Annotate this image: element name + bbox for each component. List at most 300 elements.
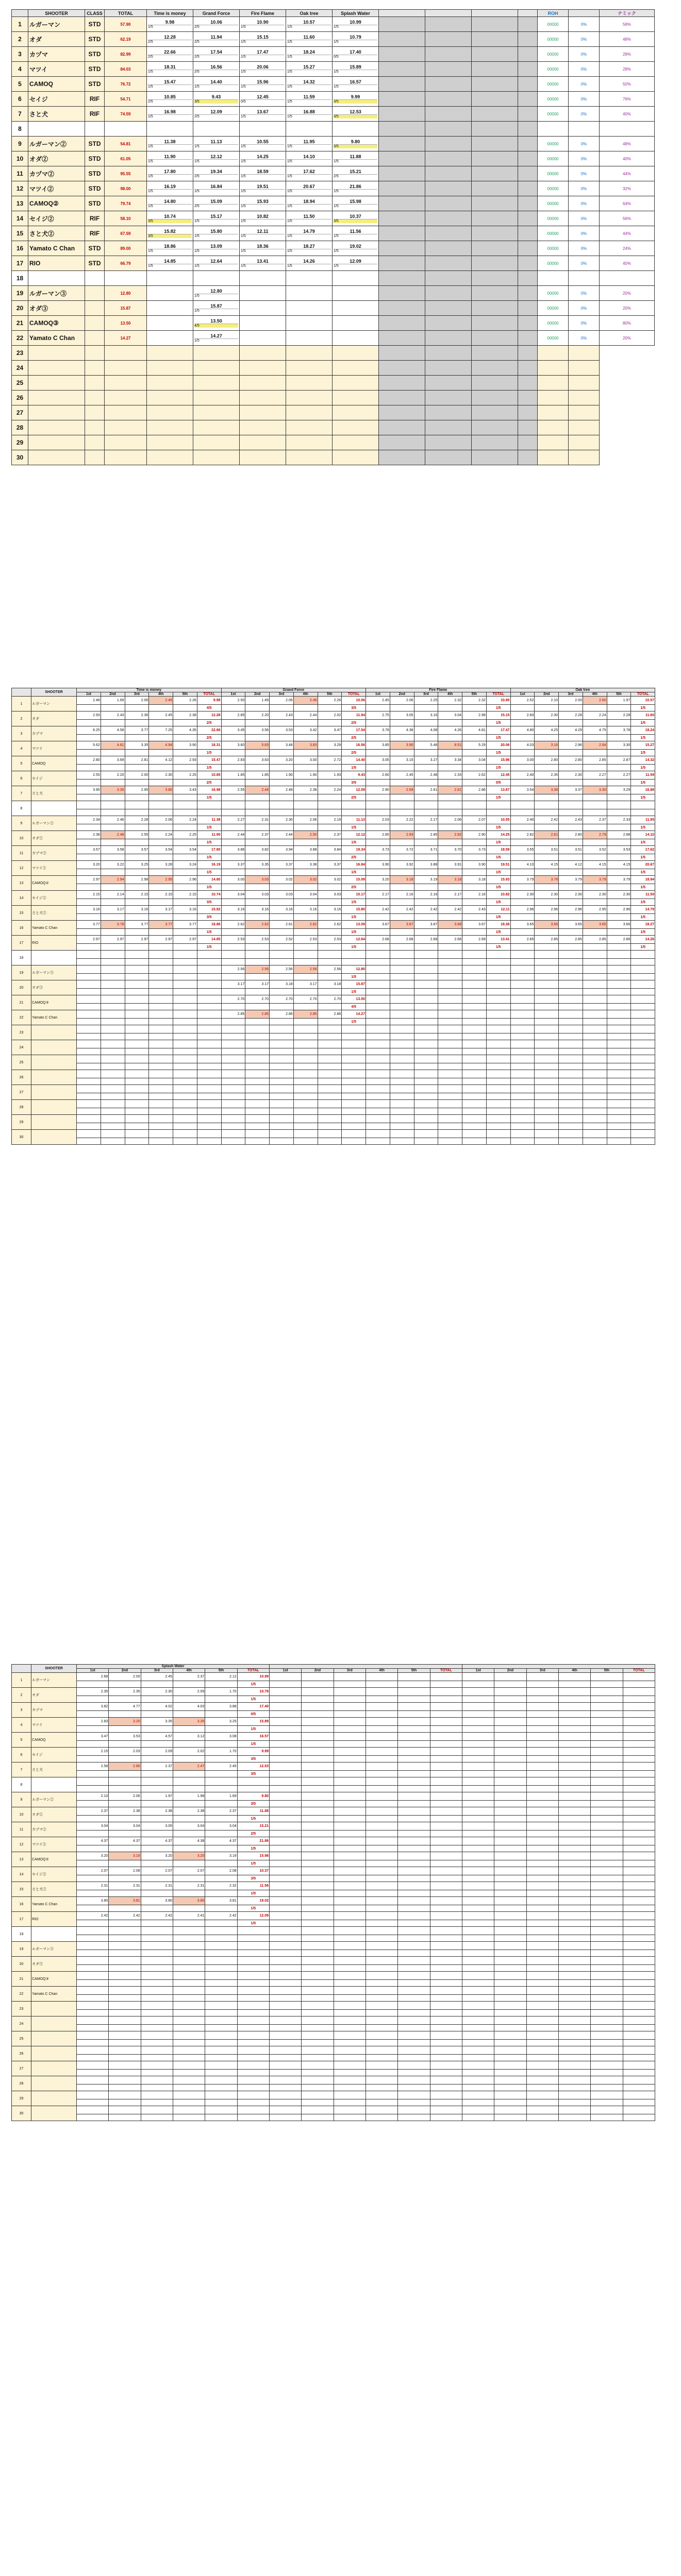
empty-cell — [631, 1093, 655, 1100]
shot-mark — [390, 869, 414, 876]
shot-mark — [510, 824, 535, 831]
shot-time — [173, 801, 197, 809]
detail-subrow — [12, 1756, 655, 1762]
roh-value: 00000 — [538, 211, 569, 226]
shot-mark — [141, 1816, 173, 1822]
empty-cell — [510, 1040, 535, 1048]
stage-total — [430, 1688, 462, 1696]
stage-hit-count: 1/5 — [194, 339, 200, 343]
stage-hit-count: 1/5 — [148, 70, 153, 74]
blank-cell — [379, 301, 425, 316]
shot-time: 3.19 — [414, 876, 438, 884]
shot-mark — [77, 959, 101, 965]
empty-cell — [510, 1048, 535, 1055]
empty-cell — [366, 1100, 390, 1108]
stage-time: 11.94 — [210, 35, 222, 40]
stage-total: 16.56 — [342, 741, 366, 750]
empty-cell — [125, 1115, 149, 1123]
empty-cell — [77, 2091, 109, 2099]
stage-hit-count: 1/5 — [334, 25, 339, 29]
shot-time — [334, 1688, 366, 1696]
shot-time: 3.67 — [366, 921, 390, 929]
stage-hit-count: 1/5 — [287, 115, 292, 118]
row-number: 10 — [12, 1807, 31, 1822]
shot-mark — [318, 944, 342, 951]
shot-time: 3.71 — [414, 846, 438, 854]
stage-cell — [193, 226, 240, 241]
stage-cell — [240, 181, 286, 196]
stage-time: 9.98 — [165, 20, 175, 25]
empty-cell — [518, 346, 538, 361]
stage-total: 19.02 — [237, 1897, 269, 1905]
shot-mark — [149, 839, 173, 846]
shot-mark — [270, 1816, 302, 1822]
mm-pct: 50% — [600, 77, 655, 92]
shot-time — [526, 1942, 558, 1950]
blank-cell — [425, 92, 472, 107]
hit-count: 1/5 — [237, 1920, 269, 1927]
empty-cell — [125, 1063, 149, 1070]
summary-row — [12, 226, 655, 241]
shot-mark — [318, 794, 342, 801]
hit-count — [197, 1004, 221, 1010]
shot-time: 3.84 — [318, 846, 342, 854]
empty-cell — [366, 1093, 390, 1100]
stage-total — [430, 1822, 462, 1831]
stage-result — [241, 109, 285, 118]
shot-mark — [77, 974, 101, 980]
shooter-class: STD — [85, 47, 105, 62]
shot-time — [302, 1867, 334, 1875]
stage-time: 15.96 — [257, 79, 269, 84]
empty-cell — [77, 1063, 101, 1070]
shot-time — [366, 1957, 397, 1965]
stage-time: 11.59 — [303, 94, 315, 99]
shot-time: 3.25 — [125, 861, 149, 869]
shot-time — [526, 1822, 558, 1831]
section2-detail-table — [11, 688, 655, 1145]
shot-time — [414, 801, 438, 809]
stage-hits — [148, 264, 192, 268]
empty-cell — [438, 1033, 462, 1040]
shot-time — [205, 1942, 237, 1950]
shot-time — [591, 1957, 623, 1965]
stage-hits — [194, 189, 238, 193]
empty-cell — [141, 2061, 173, 2070]
empty-cell — [318, 1130, 342, 1138]
mm-pct: 40% — [600, 151, 655, 166]
stage-result — [148, 94, 192, 104]
shot-time — [526, 1987, 558, 1995]
shot-time: 3.20 — [77, 1852, 109, 1860]
shot-mark — [270, 1875, 302, 1882]
shooter-total: 89.00 — [105, 241, 147, 256]
empty-cell — [510, 1093, 535, 1100]
empty-cell — [414, 1100, 438, 1108]
hit-count: 4/5 — [342, 1004, 366, 1010]
shot-time: 1.69 — [101, 697, 125, 705]
shot-mark — [318, 869, 342, 876]
empty-cell — [366, 2055, 397, 2061]
shot-time: 2.80 — [77, 756, 101, 765]
stage-time: 19.02 — [350, 244, 361, 249]
stage-total — [623, 1987, 655, 1995]
stage-hit-count: 1/5 — [194, 219, 200, 223]
shot-mark — [270, 765, 294, 771]
shot-mark — [438, 779, 462, 786]
shot-mark — [101, 959, 125, 965]
shooter-name: オダ — [31, 1688, 77, 1703]
shot-mark — [125, 824, 149, 831]
stage-cell — [147, 47, 193, 62]
shot-time — [141, 1972, 173, 1980]
shot-time: 2.70 — [318, 995, 342, 1004]
stage-hits — [334, 99, 377, 104]
stage-result — [287, 49, 331, 59]
blank-cell — [472, 77, 518, 92]
stage-time: 12.53 — [350, 109, 361, 114]
empty-cell — [141, 2055, 173, 2061]
empty-cell — [526, 2099, 558, 2106]
stage-hit-count: 1/5 — [334, 190, 339, 193]
shot-mark — [366, 735, 390, 741]
shot-time — [591, 1792, 623, 1801]
hit-count: 1/5 — [631, 929, 655, 936]
row-number: 30 — [12, 1130, 31, 1145]
shot-mark — [141, 1726, 173, 1733]
stage-time: 13.67 — [257, 109, 269, 114]
shooter-name: RIO — [31, 1912, 77, 1927]
shot-mark — [125, 869, 149, 876]
stage-hit-count: 2/5 — [148, 40, 153, 44]
detail-empty-row — [12, 1085, 655, 1093]
stage-time: 10.57 — [303, 20, 315, 25]
shot-time — [302, 1777, 334, 1786]
detail-row — [12, 1010, 655, 1019]
empty-cell — [286, 420, 333, 435]
empty-cell — [425, 391, 472, 405]
stage-hits — [148, 25, 192, 29]
shot-time — [270, 1852, 302, 1860]
shot-time — [173, 965, 197, 974]
empty-cell — [559, 1123, 583, 1130]
shot-mark — [293, 899, 318, 906]
summary-row — [12, 331, 655, 346]
empty-cell — [607, 1040, 631, 1048]
shot-mark — [109, 1756, 141, 1762]
stage-total — [486, 951, 510, 959]
stage-result — [334, 259, 377, 268]
empty-cell — [559, 1115, 583, 1123]
shot-time: 4.15 — [535, 861, 559, 869]
empty-cell — [237, 2114, 269, 2121]
empty-cell — [414, 1085, 438, 1093]
shot-time — [334, 1972, 366, 1980]
shot-mark — [398, 1786, 430, 1792]
empty-cell — [342, 1063, 366, 1070]
empty-cell — [462, 1138, 487, 1145]
shot-col-header: 1st — [270, 1669, 302, 1673]
empty-cell — [302, 2084, 334, 2091]
shot-mark — [149, 1019, 173, 1025]
shot-time: 2.96 — [559, 906, 583, 914]
shot-mark — [77, 1965, 109, 1972]
shot-time: 3.82 — [245, 846, 270, 854]
hit-count: 2/5 — [342, 720, 366, 726]
empty-cell — [366, 2016, 397, 2025]
shot-mark — [245, 1019, 270, 1025]
empty-cell — [245, 1048, 270, 1055]
stage-hits — [241, 219, 285, 223]
stage-result — [148, 139, 192, 148]
stage-result — [287, 154, 331, 163]
stage-cell — [333, 271, 379, 286]
roh-pct: 0% — [569, 181, 600, 196]
empty-cell — [77, 1070, 101, 1078]
hit-count — [237, 1950, 269, 1957]
shot-time: 2.26 — [173, 697, 197, 705]
shot-mark — [366, 809, 390, 816]
shot-mark — [173, 809, 197, 816]
empty-cell — [197, 1100, 221, 1108]
shot-time: 4.37 — [141, 1837, 173, 1845]
shot-time: 2.44 — [245, 786, 270, 794]
stage-hits — [241, 159, 285, 163]
stage-hit-count: 1/5 — [241, 55, 246, 59]
shot-time: 3.02 — [318, 876, 342, 884]
shot-time: 4.35 — [173, 726, 197, 735]
empty-cell — [535, 1033, 559, 1040]
hit-count — [430, 1935, 462, 1942]
empty-cell — [526, 2025, 558, 2031]
stage-total — [430, 1927, 462, 1935]
stage-time: 18.31 — [164, 64, 176, 70]
empty-cell — [141, 2010, 173, 2016]
mm-pct: 76% — [600, 92, 655, 107]
shot-mark — [462, 809, 487, 816]
blank-cell — [425, 211, 472, 226]
shot-time — [398, 1972, 430, 1980]
shot-time: 2.43 — [101, 711, 125, 720]
stage-total: 18.27 — [631, 921, 655, 929]
shot-mark — [559, 809, 583, 816]
stage-time: 15.98 — [350, 199, 361, 204]
shot-time — [390, 951, 414, 959]
empty-cell — [510, 1100, 535, 1108]
shot-time: 2.93 — [77, 711, 101, 720]
empty-cell — [105, 450, 147, 465]
shooter-name: CAMOQ — [31, 756, 77, 771]
shot-mark — [293, 974, 318, 980]
stage-time: 15.93 — [257, 199, 269, 204]
shot-mark — [125, 974, 149, 980]
shot-mark — [293, 720, 318, 726]
shot-mark — [462, 1741, 494, 1748]
empty-cell — [77, 1040, 101, 1048]
detail-row — [12, 831, 655, 839]
stage-total: 15.15 — [486, 711, 510, 720]
blank-cell — [379, 151, 425, 166]
shot-time: 2.30 — [270, 816, 294, 824]
shot-mark — [125, 809, 149, 816]
mm-pct: 28% — [600, 47, 655, 62]
shot-time: 2.61 — [414, 786, 438, 794]
stage-cell — [147, 122, 193, 137]
shot-mark — [101, 735, 125, 741]
empty-cell — [558, 2025, 590, 2031]
summary-row — [12, 92, 655, 107]
empty-cell — [623, 2016, 655, 2025]
hit-count — [342, 809, 366, 816]
stage-cell — [147, 92, 193, 107]
shot-col-header: TOTAL — [197, 692, 221, 697]
empty-cell — [149, 1055, 173, 1063]
shot-mark — [318, 914, 342, 921]
detail-subrow — [12, 899, 655, 906]
empty-cell — [462, 1085, 487, 1093]
stage-result — [148, 244, 192, 253]
shot-time: 3.38 — [535, 786, 559, 794]
shot-mark — [510, 884, 535, 891]
stage-total — [430, 1733, 462, 1741]
stage-hits — [241, 144, 285, 148]
hit-count — [623, 1920, 655, 1927]
shot-time — [510, 1010, 535, 1019]
shot-time — [302, 1762, 334, 1771]
shot-time — [559, 980, 583, 989]
stage-cell — [286, 151, 333, 166]
empty-cell — [462, 2025, 494, 2031]
shot-time — [101, 1010, 125, 1019]
shooter-total: 66.79 — [105, 256, 147, 271]
empty-cell — [173, 2010, 205, 2016]
hit-count: 1/5 — [342, 1019, 366, 1025]
shot-mark — [270, 1995, 302, 2002]
shot-time — [591, 1673, 623, 1681]
shot-mark — [526, 1771, 558, 1777]
shot-time — [494, 1762, 526, 1771]
empty-cell — [390, 1085, 414, 1093]
shot-time: 3.80 — [173, 1897, 205, 1905]
shot-mark — [591, 1980, 623, 1987]
shot-mark — [591, 1816, 623, 1822]
shot-mark — [607, 959, 631, 965]
row-number: 4 — [12, 741, 31, 756]
empty-cell — [125, 1048, 149, 1055]
empty-cell — [293, 1055, 318, 1063]
shot-mark — [591, 1995, 623, 2002]
detail-subrow — [12, 1816, 655, 1822]
empty-cell — [293, 1040, 318, 1048]
stage-hits — [287, 70, 331, 74]
shot-mark — [293, 705, 318, 711]
shooter-name: オダ③ — [31, 980, 77, 995]
stage-hits — [148, 70, 192, 74]
empty-cell — [147, 376, 193, 391]
shot-time — [510, 965, 535, 974]
shot-time: 3.65 — [583, 921, 607, 929]
shooter-name: カヅマ② — [28, 166, 85, 181]
stage-total — [486, 801, 510, 809]
blank-cell — [472, 196, 518, 211]
shot-mark — [245, 899, 270, 906]
shooter-name — [31, 2076, 77, 2091]
shot-time: 3.20 — [109, 1718, 141, 1726]
shot-mark — [591, 1786, 623, 1792]
shot-mark — [270, 944, 294, 951]
shot-time — [366, 1897, 397, 1905]
stage-time: 17.47 — [257, 49, 269, 55]
shot-mark — [149, 765, 173, 771]
shot-col-header: 1st — [77, 1669, 109, 1673]
stage-result — [241, 214, 285, 223]
empty-cell — [583, 1093, 607, 1100]
empty-cell — [342, 1055, 366, 1063]
shot-time — [398, 1733, 430, 1741]
empty-cell — [462, 1070, 487, 1078]
empty-cell — [472, 405, 518, 420]
empty-cell — [173, 2070, 205, 2076]
shot-time: 3.77 — [149, 921, 173, 929]
shot-time: 3.73 — [366, 846, 390, 854]
shot-time: 3.88 — [205, 1703, 237, 1711]
stage-time: 19.51 — [257, 184, 269, 189]
stage-cell — [286, 286, 333, 301]
stage-cell — [240, 92, 286, 107]
stage-time: 10.82 — [257, 214, 269, 219]
empty-cell — [623, 2031, 655, 2040]
shot-mark — [334, 1995, 366, 2002]
empty-cell — [270, 2002, 302, 2010]
empty-cell — [342, 1130, 366, 1138]
shot-mark — [510, 914, 535, 921]
hit-count — [237, 1980, 269, 1987]
blank-cell — [518, 77, 538, 92]
empty-cell — [526, 2046, 558, 2055]
empty-cell — [559, 1070, 583, 1078]
empty-cell — [302, 2046, 334, 2055]
shot-mark — [318, 809, 342, 816]
row-number: 18 — [12, 271, 28, 286]
detail-row — [12, 1927, 655, 1935]
stage-result — [148, 259, 192, 268]
roh-value: 00000 — [538, 181, 569, 196]
shot-mark — [414, 765, 438, 771]
empty-cell — [623, 2114, 655, 2121]
stage-result — [334, 20, 377, 29]
shot-mark — [77, 869, 101, 876]
empty-cell — [77, 1055, 101, 1063]
shot-mark — [438, 794, 462, 801]
empty-cell — [398, 2016, 430, 2025]
stage-total: 12.28 — [197, 711, 221, 720]
shot-time — [77, 1942, 109, 1950]
stage-hits — [241, 174, 285, 178]
stage-hits — [148, 144, 192, 148]
shooter-name: Yamato C Chan — [31, 1897, 77, 1912]
stage-hit-count: 1/5 — [287, 55, 292, 59]
shot-mark — [390, 809, 414, 816]
shot-mark — [494, 1845, 526, 1852]
hit-count — [623, 1756, 655, 1762]
shot-time — [334, 1822, 366, 1831]
stage-result — [334, 199, 377, 208]
empty-cell — [538, 435, 569, 450]
stage-hits — [148, 99, 192, 104]
empty-cell — [623, 2084, 655, 2091]
empty-cell — [398, 2010, 430, 2016]
shot-mark — [318, 959, 342, 965]
